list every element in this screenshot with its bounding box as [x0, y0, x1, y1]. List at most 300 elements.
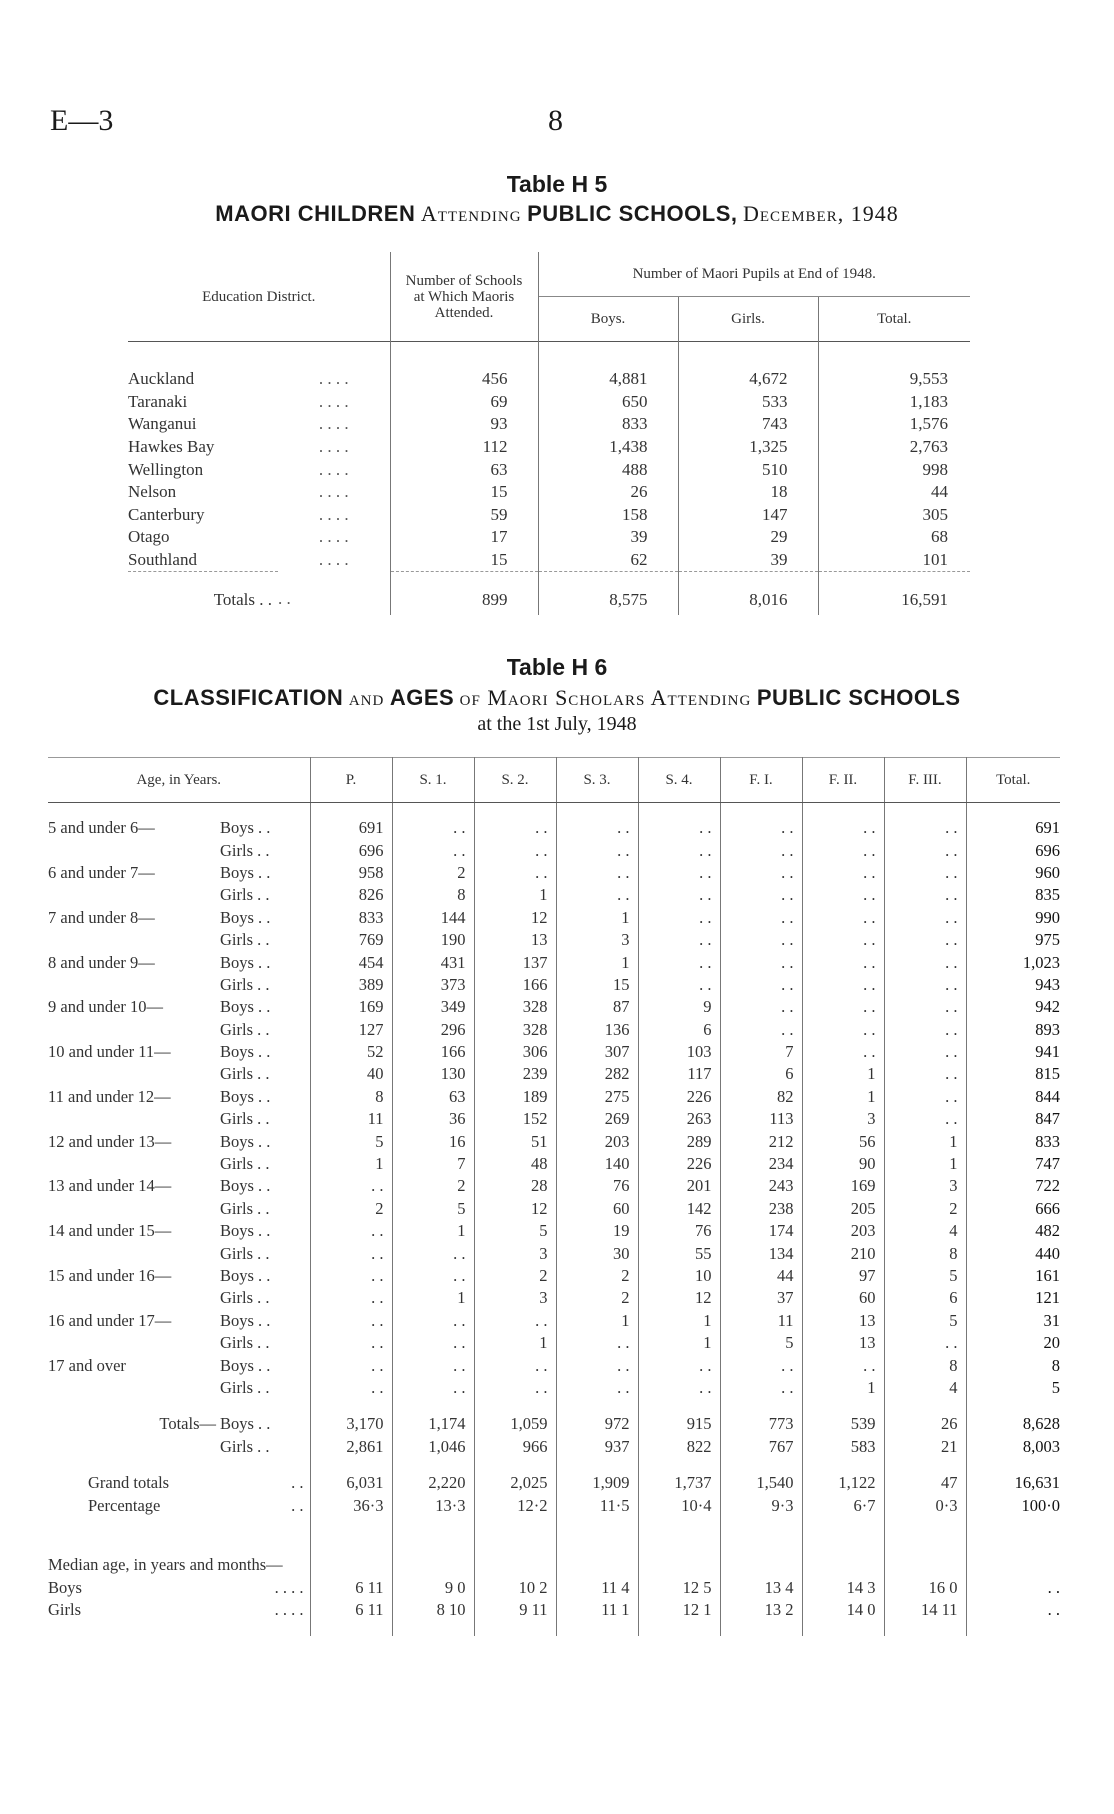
sex-label: Boys . .	[220, 952, 271, 972]
value-cell: 539	[802, 1413, 884, 1435]
value-cell: 76	[556, 1175, 638, 1197]
value-cell: 349	[392, 996, 474, 1018]
leader-dots: . .	[291, 1473, 304, 1493]
value-cell: 36·3	[310, 1494, 392, 1516]
district-name: Nelson	[128, 482, 177, 502]
sex-label: Girls . .	[220, 930, 270, 950]
value-cell: 893	[966, 1019, 1060, 1041]
sex-label: Boys . .	[220, 1131, 271, 1151]
value-cell: . .	[802, 1354, 884, 1376]
value-cell: . .	[556, 862, 638, 884]
table-row	[48, 1153, 1060, 1175]
value-cell: 583	[802, 1436, 884, 1458]
value-cell: 3,170	[310, 1413, 392, 1435]
value-cell: . .	[310, 1220, 392, 1242]
value-cell: 2	[884, 1198, 966, 1220]
value-cell: 815	[966, 1063, 1060, 1085]
table-row	[48, 1108, 1060, 1130]
schools-total: 899	[390, 572, 538, 615]
table-row	[48, 929, 1060, 951]
value-cell: . .	[884, 1019, 966, 1041]
col-f3: F. III.	[884, 758, 966, 803]
page-number: 8	[548, 104, 563, 137]
value-cell: 14 3	[802, 1577, 884, 1599]
leader-dots: . .	[278, 589, 291, 609]
value-cell: . .	[310, 1310, 392, 1332]
value-cell: 82	[720, 1086, 802, 1108]
value-cell: . .	[310, 1354, 392, 1376]
total-count: 101	[818, 549, 970, 572]
girls-count: 18	[678, 481, 818, 504]
value-cell: 169	[310, 996, 392, 1018]
table-row	[128, 391, 970, 414]
value-cell: 269	[556, 1108, 638, 1130]
value-cell: . .	[802, 817, 884, 839]
boys-count: 650	[538, 391, 678, 414]
value-cell: 7	[720, 1041, 802, 1063]
age-label: 17 and over	[48, 1355, 126, 1375]
value-cell: 44	[720, 1265, 802, 1287]
value-cell: . .	[802, 929, 884, 951]
value-cell: 9·3	[720, 1494, 802, 1516]
value-cell: . .	[556, 839, 638, 861]
value-cell: . .	[556, 1377, 638, 1399]
value-cell: . .	[392, 817, 474, 839]
col-number-of-schools: Number of Schools at Which Maoris Attended.	[390, 252, 538, 342]
value-cell: 8	[392, 884, 474, 906]
value-cell: 990	[966, 907, 1060, 929]
value-cell: . .	[884, 929, 966, 951]
table-h6-title	[0, 685, 1114, 711]
value-cell: 3	[474, 1287, 556, 1309]
value-cell: 30	[556, 1242, 638, 1264]
value-cell: 166	[474, 974, 556, 996]
table-h6-heading: Table H 6	[506, 654, 608, 680]
section-code: E—3	[50, 104, 114, 137]
age-label: 14 and under 15—	[48, 1221, 172, 1241]
age-label: 13 and under 14—	[48, 1176, 172, 1196]
district-name: Wellington	[128, 459, 204, 479]
value-cell: 20	[966, 1332, 1060, 1354]
total-count: 68	[818, 526, 970, 549]
sex-label: Boys . .	[220, 1042, 271, 1062]
value-cell: . .	[474, 1354, 556, 1376]
value-cell: 1	[638, 1310, 720, 1332]
value-cell: 835	[966, 884, 1060, 906]
col-girls: Girls.	[678, 297, 818, 342]
value-cell: 121	[966, 1287, 1060, 1309]
value-cell: 1	[310, 1153, 392, 1175]
age-label	[48, 974, 220, 996]
age-label: 16 and under 17—	[48, 1310, 172, 1330]
value-cell: 28	[474, 1175, 556, 1197]
value-cell: 722	[966, 1175, 1060, 1197]
value-cell: 2,220	[392, 1472, 474, 1494]
age-label	[48, 1019, 220, 1041]
girls-count: 743	[678, 413, 818, 436]
leader-dots: . . . .	[318, 437, 349, 457]
value-cell: 189	[474, 1086, 556, 1108]
value-cell: 5	[884, 1310, 966, 1332]
value-cell: . .	[802, 907, 884, 929]
table-h6	[48, 757, 1060, 1636]
value-cell: 5	[720, 1332, 802, 1354]
value-cell: 8,003	[966, 1436, 1060, 1458]
col-boys: Boys.	[538, 297, 678, 342]
sex-label: Boys . .	[220, 1266, 271, 1285]
value-cell: 440	[966, 1242, 1060, 1264]
value-cell: 1,174	[392, 1413, 474, 1435]
value-cell: . .	[884, 1063, 966, 1085]
table-row	[48, 907, 1060, 929]
value-cell: . .	[884, 862, 966, 884]
value-cell: 166	[392, 1041, 474, 1063]
age-label	[48, 1198, 220, 1220]
spacer-row	[48, 803, 1060, 818]
value-cell: 8	[884, 1242, 966, 1264]
value-cell: 747	[966, 1153, 1060, 1175]
value-cell: 31	[966, 1310, 1060, 1332]
value-cell: 21	[884, 1436, 966, 1458]
value-cell: . .	[884, 839, 966, 861]
grand-label: Percentage	[88, 1495, 161, 1515]
value-cell: 13	[802, 1332, 884, 1354]
col-education-district: Education District.	[202, 288, 316, 305]
col-f2: F. II.	[802, 758, 884, 803]
value-cell: 6 11	[310, 1577, 392, 1599]
table-row	[48, 1019, 1060, 1041]
table-row	[128, 413, 970, 436]
leader-dots: . . . .	[318, 527, 349, 547]
leader-dots: . . . .	[318, 391, 349, 411]
table-row	[48, 1377, 1060, 1399]
value-cell: 239	[474, 1063, 556, 1085]
age-label: 9 and under 10—	[48, 997, 164, 1017]
value-cell: 8	[884, 1354, 966, 1376]
age-label	[48, 839, 220, 861]
value-cell: 201	[638, 1175, 720, 1197]
value-cell: 51	[474, 1130, 556, 1152]
table-row	[48, 1041, 1060, 1063]
value-cell: 328	[474, 1019, 556, 1041]
table-row	[48, 1086, 1060, 1108]
value-cell: 47	[884, 1472, 966, 1494]
col-s1: S. 1.	[392, 758, 474, 803]
col-total: Total.	[966, 758, 1060, 803]
table-row	[48, 1063, 1060, 1085]
value-cell: 226	[638, 1153, 720, 1175]
age-label: 15 and under 16—	[48, 1266, 172, 1285]
grand-total: 16,591	[818, 572, 970, 615]
sex-label: Boys . .	[220, 1086, 271, 1106]
value-cell: 14 0	[802, 1599, 884, 1621]
table-row	[48, 1354, 1060, 1376]
value-cell: . .	[802, 996, 884, 1018]
schools-count: 15	[390, 549, 538, 572]
value-cell: 13	[474, 929, 556, 951]
value-cell: 826	[310, 884, 392, 906]
value-cell: 11·5	[556, 1494, 638, 1516]
value-cell: 696	[966, 839, 1060, 861]
value-cell: 12 1	[638, 1599, 720, 1621]
value-cell: 4	[884, 1377, 966, 1399]
value-cell: 37	[720, 1287, 802, 1309]
table-row	[48, 1242, 1060, 1264]
value-cell: 454	[310, 951, 392, 973]
girls-count: 533	[678, 391, 818, 414]
value-cell: . .	[884, 1108, 966, 1130]
value-cell: 847	[966, 1108, 1060, 1130]
spacer-row	[48, 1622, 1060, 1636]
value-cell: 12	[474, 907, 556, 929]
value-cell: . .	[638, 974, 720, 996]
sex-label: Boys . .	[220, 997, 271, 1017]
value-cell: 13 2	[720, 1599, 802, 1621]
value-cell: 144	[392, 907, 474, 929]
boys-count: 158	[538, 504, 678, 527]
sex-label: Girls . .	[220, 840, 270, 860]
value-cell: . .	[638, 839, 720, 861]
leader-dots: . . . .	[274, 1577, 304, 1597]
value-cell: . .	[556, 1332, 638, 1354]
value-cell: 11 4	[556, 1577, 638, 1599]
schools-count: 112	[390, 436, 538, 459]
value-cell: 1	[638, 1332, 720, 1354]
value-cell: 15	[556, 974, 638, 996]
totals-label: Totals . .	[128, 572, 278, 615]
value-cell: 76	[638, 1220, 720, 1242]
value-cell: 56	[802, 1130, 884, 1152]
sex-label: Boys . .	[220, 1355, 271, 1375]
district-name: Southland	[128, 550, 197, 570]
schools-count: 69	[390, 391, 538, 414]
value-cell: 11 1	[556, 1599, 638, 1621]
value-cell: 16,631	[966, 1472, 1060, 1494]
girls-count: 4,672	[678, 342, 818, 391]
median-sex-label: Girls	[48, 1600, 81, 1620]
value-cell: . .	[392, 1332, 474, 1354]
table-row	[48, 1310, 1060, 1332]
value-cell: 6·7	[802, 1494, 884, 1516]
leader-dots: . . . .	[318, 482, 349, 502]
boys-count: 62	[538, 549, 678, 572]
value-cell: . .	[474, 1310, 556, 1332]
value-cell: 1	[556, 907, 638, 929]
district-name: Canterbury	[128, 504, 205, 524]
value-cell: 3	[802, 1108, 884, 1130]
value-cell: 975	[966, 929, 1060, 951]
value-cell: . .	[638, 1354, 720, 1376]
value-cell: 666	[966, 1198, 1060, 1220]
totals-row	[48, 1436, 1060, 1458]
value-cell: 691	[966, 817, 1060, 839]
value-cell: 203	[556, 1130, 638, 1152]
value-cell: 0·3	[884, 1494, 966, 1516]
value-cell: 833	[966, 1130, 1060, 1152]
value-cell: . .	[802, 862, 884, 884]
value-cell: 137	[474, 951, 556, 973]
value-cell: 1	[392, 1287, 474, 1309]
table-h6-title-part1: CLASSIFICATION	[153, 685, 344, 710]
value-cell: . .	[802, 1041, 884, 1063]
value-cell: 6	[638, 1019, 720, 1041]
value-cell: . .	[310, 1287, 392, 1309]
value-cell: 87	[556, 996, 638, 1018]
schools-count: 63	[390, 458, 538, 481]
value-cell: 4	[884, 1220, 966, 1242]
value-cell: . .	[720, 839, 802, 861]
table-row	[48, 839, 1060, 861]
table-row	[128, 526, 970, 549]
value-cell: 16	[392, 1130, 474, 1152]
sex-label: Girls . .	[220, 1154, 270, 1174]
boys-count: 488	[538, 458, 678, 481]
value-cell: 833	[310, 907, 392, 929]
value-cell: 10 2	[474, 1577, 556, 1599]
sex-label: Girls . .	[220, 1109, 270, 1129]
age-label	[48, 1108, 220, 1130]
total-count: 998	[818, 458, 970, 481]
value-cell: 5	[392, 1198, 474, 1220]
girls-count: 29	[678, 526, 818, 549]
value-cell: 373	[392, 974, 474, 996]
value-cell: 117	[638, 1063, 720, 1085]
value-cell: 36	[392, 1108, 474, 1130]
value-cell: 1	[392, 1220, 474, 1242]
sex-label: Boys . .	[220, 862, 271, 882]
value-cell: 100·0	[966, 1494, 1060, 1516]
value-cell: 3	[474, 1242, 556, 1264]
value-cell: 12	[474, 1198, 556, 1220]
value-cell: 289	[638, 1130, 720, 1152]
value-cell: 1,059	[474, 1413, 556, 1435]
value-cell: . .	[638, 884, 720, 906]
value-cell: 243	[720, 1175, 802, 1197]
value-cell: 97	[802, 1265, 884, 1287]
table-row	[48, 974, 1060, 996]
value-cell: . .	[884, 951, 966, 973]
value-cell: . .	[392, 1265, 474, 1287]
value-cell: . .	[884, 907, 966, 929]
total-count: 2,763	[818, 436, 970, 459]
value-cell: . .	[474, 862, 556, 884]
table-row	[128, 549, 970, 572]
value-cell: 130	[392, 1063, 474, 1085]
value-cell: . .	[802, 884, 884, 906]
boys-count: 4,881	[538, 342, 678, 391]
sex-label: Girls . .	[220, 1198, 270, 1218]
grand-totals-row	[48, 1472, 1060, 1494]
value-cell: 203	[802, 1220, 884, 1242]
leader-dots: . . . .	[318, 459, 349, 479]
sex-label: Boys . .	[220, 907, 271, 927]
value-cell: . .	[802, 1019, 884, 1041]
value-cell: 328	[474, 996, 556, 1018]
spacer-row	[48, 1458, 1060, 1472]
median-row	[48, 1599, 1060, 1621]
value-cell: 134	[720, 1242, 802, 1264]
value-cell: . .	[966, 1577, 1060, 1599]
total-count: 1,576	[818, 413, 970, 436]
value-cell: . .	[720, 1019, 802, 1041]
value-cell: 296	[392, 1019, 474, 1041]
sex-label: Girls . .	[220, 1377, 270, 1397]
value-cell: . .	[884, 996, 966, 1018]
sex-label: Boys . .	[220, 818, 271, 838]
value-cell: 2	[556, 1287, 638, 1309]
table-h6-title-part3: AGES	[389, 685, 455, 710]
value-cell: 6,031	[310, 1472, 392, 1494]
value-cell: 1	[474, 884, 556, 906]
value-cell: 1,046	[392, 1436, 474, 1458]
boys-count: 833	[538, 413, 678, 436]
value-cell: . .	[474, 1377, 556, 1399]
district-name: Otago	[128, 527, 170, 547]
value-cell: 14 11	[884, 1599, 966, 1621]
leader-dots: . . . .	[274, 1600, 304, 1620]
value-cell: 226	[638, 1086, 720, 1108]
total-count: 9,553	[818, 342, 970, 391]
table-row	[48, 884, 1060, 906]
value-cell: 9 0	[392, 1577, 474, 1599]
value-cell: 113	[720, 1108, 802, 1130]
total-count: 1,183	[818, 391, 970, 414]
value-cell: 769	[310, 929, 392, 951]
col-f1: F. I.	[720, 758, 802, 803]
value-cell: 3	[884, 1175, 966, 1197]
value-cell: 174	[720, 1220, 802, 1242]
value-cell: . .	[720, 884, 802, 906]
value-cell: 140	[556, 1153, 638, 1175]
total-count: 305	[818, 504, 970, 527]
value-cell: 5	[310, 1130, 392, 1152]
girls-count: 39	[678, 549, 818, 572]
value-cell: 60	[802, 1287, 884, 1309]
age-label	[48, 929, 220, 951]
age-label: 12 and under 13—	[48, 1131, 172, 1151]
value-cell: 6 11	[310, 1599, 392, 1621]
schools-count: 93	[390, 413, 538, 436]
value-cell: 1,540	[720, 1472, 802, 1494]
col-s3: S. 3.	[556, 758, 638, 803]
value-cell: 6	[720, 1063, 802, 1085]
value-cell: . .	[392, 839, 474, 861]
table-h6-title-part2: and	[348, 685, 385, 710]
value-cell: 7	[392, 1153, 474, 1175]
value-cell: . .	[720, 1354, 802, 1376]
table-row	[48, 1220, 1060, 1242]
value-cell: . .	[720, 1377, 802, 1399]
totals-row	[128, 572, 970, 615]
value-cell: 90	[802, 1153, 884, 1175]
value-cell: . .	[802, 951, 884, 973]
value-cell: 12	[638, 1287, 720, 1309]
schools-count: 59	[390, 504, 538, 527]
median-header-row	[48, 1531, 1060, 1577]
value-cell: 9	[638, 996, 720, 1018]
value-cell: . .	[392, 1354, 474, 1376]
value-cell: 48	[474, 1153, 556, 1175]
age-label	[48, 1377, 220, 1399]
value-cell: 11	[310, 1108, 392, 1130]
age-label: 10 and under 11—	[48, 1042, 171, 1062]
col-p: P.	[310, 758, 392, 803]
totals-label	[48, 1436, 220, 1458]
value-cell: 696	[310, 839, 392, 861]
value-cell: . .	[720, 951, 802, 973]
sex-label: Girls . .	[220, 885, 270, 905]
table-row	[48, 1265, 1060, 1287]
